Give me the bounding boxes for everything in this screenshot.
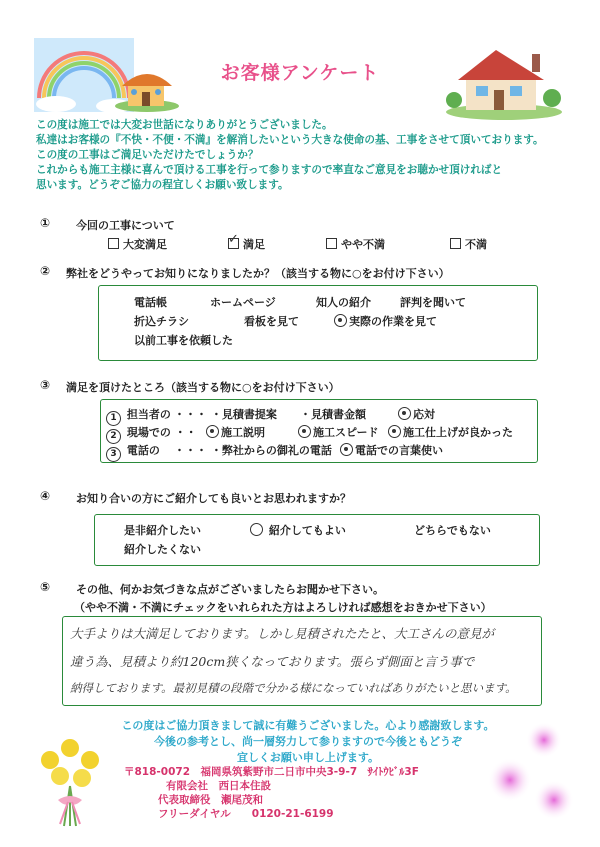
q3-option-selected[interactable]: 応対 — [398, 406, 435, 422]
q2-option[interactable]: 以前工事を依頼した — [134, 334, 233, 347]
q5-number: ⑤ — [40, 580, 51, 594]
house-illustration — [444, 40, 564, 120]
q1-option[interactable]: 不満 — [450, 236, 487, 252]
company-address: 〒818-0072 福岡県筑紫野市二日市中央3-9-7 ｻｲﾄｳﾋﾞﾙ3F — [124, 766, 419, 778]
selected-circle-icon — [398, 407, 411, 420]
q2-question: 弊社をどうやってお知りになりましたか？（該当する物に○をお付け下さい） — [66, 267, 450, 280]
q3-number: ③ — [40, 378, 51, 392]
q1-option[interactable]: ✓ 満足 — [228, 236, 265, 252]
q4-option[interactable]: 是非紹介したい — [124, 524, 201, 537]
intro-line: この度の工事はご満足いただけたでしょうか？ — [36, 149, 259, 161]
checkbox[interactable] — [450, 238, 461, 249]
selected-circle-icon — [334, 314, 347, 327]
thanks-line: この度はご協力頂きまして誠に有難うございました。心より感謝致します。 — [121, 719, 495, 732]
cartoon-house-illustration — [114, 66, 180, 112]
q1-option[interactable]: やや不満 — [326, 236, 385, 252]
intro-text — [36, 118, 576, 193]
q3-option-selected[interactable]: 電話での言葉使い — [340, 442, 443, 458]
q1-option[interactable]: 大変満足 — [108, 236, 167, 252]
handwritten-answer-line: 納得しております。最初見積の段階で分かる様になっていればありがたいと思います。 — [70, 681, 517, 695]
company-representative: 代表取締役 瀬尾茂和 — [158, 794, 263, 806]
company-tel[interactable]: フリーダイヤル 0120-21-6199 — [158, 808, 334, 820]
handwritten-answer-line: 違う為、見積より約120cm狭くなっております。張らず側面と言う事で — [70, 654, 475, 669]
q3-row: 2 現場での ・・ — [106, 424, 197, 444]
selected-circle-icon — [388, 425, 401, 438]
q2-option-selected[interactable]: 実際の作業を見て — [334, 313, 437, 329]
thanks-message — [108, 718, 508, 766]
intro-line: 思います。どうぞご協力の程宜しくお願い致します。 — [36, 179, 289, 191]
q2-number: ② — [40, 264, 51, 278]
thanks-line: 今後の参考とし、尚一層努力して参りますので今後ともどうぞ — [154, 735, 462, 748]
q3-option[interactable]: ・・・ ・見積書提案 — [174, 408, 277, 421]
row-number-circle: 1 — [106, 411, 121, 426]
q3-option[interactable]: ・・・ ・弊社からの御礼の電話 — [174, 444, 332, 457]
circle-icon — [250, 523, 263, 536]
intro-line: これからも施工主様に喜んで頂ける工事を行って参りますので率直なご意見をお聴かせ頂ければと — [36, 164, 503, 176]
checkbox-checked[interactable] — [228, 238, 239, 249]
q3-row: 1 担当者の — [106, 406, 171, 426]
q3-option-selected[interactable]: 施工仕上げが良かった — [388, 424, 513, 440]
q4-number: ④ — [40, 489, 51, 503]
q3-option[interactable]: ・見積書金額 — [300, 408, 366, 421]
flower-bouquet-illustration — [30, 726, 110, 836]
company-info — [124, 765, 504, 821]
q1-question: 今回の工事について — [76, 219, 175, 232]
q3-option-selected[interactable]: 施工スピード — [298, 424, 379, 440]
q4-option[interactable]: 紹介したくない — [124, 543, 201, 556]
intro-line: 私達はお客様の『不快・不便・不満』を解消したいという大きな使命の基、工事をさせて頂いております。 — [36, 134, 544, 146]
q4-question: お知り合いの方にご紹介しても良いとお思われますか？ — [76, 492, 351, 505]
row-number-circle: 3 — [106, 447, 121, 462]
q4-option-selected[interactable]: 紹介してもよい — [250, 522, 346, 538]
handwritten-answer-line: 大手よりは大満足しております。しかし見積されたたと、大工さんの意見が — [70, 626, 495, 641]
checkbox[interactable] — [326, 238, 337, 249]
q2-option[interactable]: 電話帳 — [134, 296, 167, 309]
checkbox[interactable] — [108, 238, 119, 249]
q4-option[interactable]: どちらでもない — [414, 524, 491, 537]
q2-option[interactable]: 評判を聞いて — [400, 296, 466, 309]
selected-circle-icon — [206, 425, 219, 438]
row-number-circle: 2 — [106, 429, 121, 444]
q3-question: 満足を頂けたところ（該当する物に○をお付け下さい） — [66, 381, 340, 394]
intro-line: この度は施工では大変お世話になりありがとうございました。 — [36, 119, 333, 131]
q2-option[interactable]: ホームページ — [210, 296, 276, 309]
selected-circle-icon — [298, 425, 311, 438]
q3-option-selected[interactable]: 施工説明 — [206, 424, 265, 440]
company-name: 有限会社 西日本住設 — [166, 780, 271, 792]
q2-option[interactable]: 看板を見て — [244, 315, 299, 328]
q3-row: 3 電話の — [106, 442, 160, 462]
thanks-line: 宜しくお願い申し上げます。 — [236, 751, 380, 764]
page-title: お客様アンケート — [220, 62, 380, 84]
q2-option[interactable]: 折込チラシ — [134, 315, 189, 328]
q1-number: ① — [40, 216, 51, 230]
q5-subtext: （やや不満・不満にチェックをいれられた方はよろしければ感想をおきかせ下さい） — [74, 601, 492, 614]
selected-circle-icon — [340, 443, 353, 456]
q5-question: その他、何かお気づきな点がございましたらお聞かせ下さい。 — [76, 583, 384, 596]
q2-option[interactable]: 知人の紹介 — [316, 296, 371, 309]
